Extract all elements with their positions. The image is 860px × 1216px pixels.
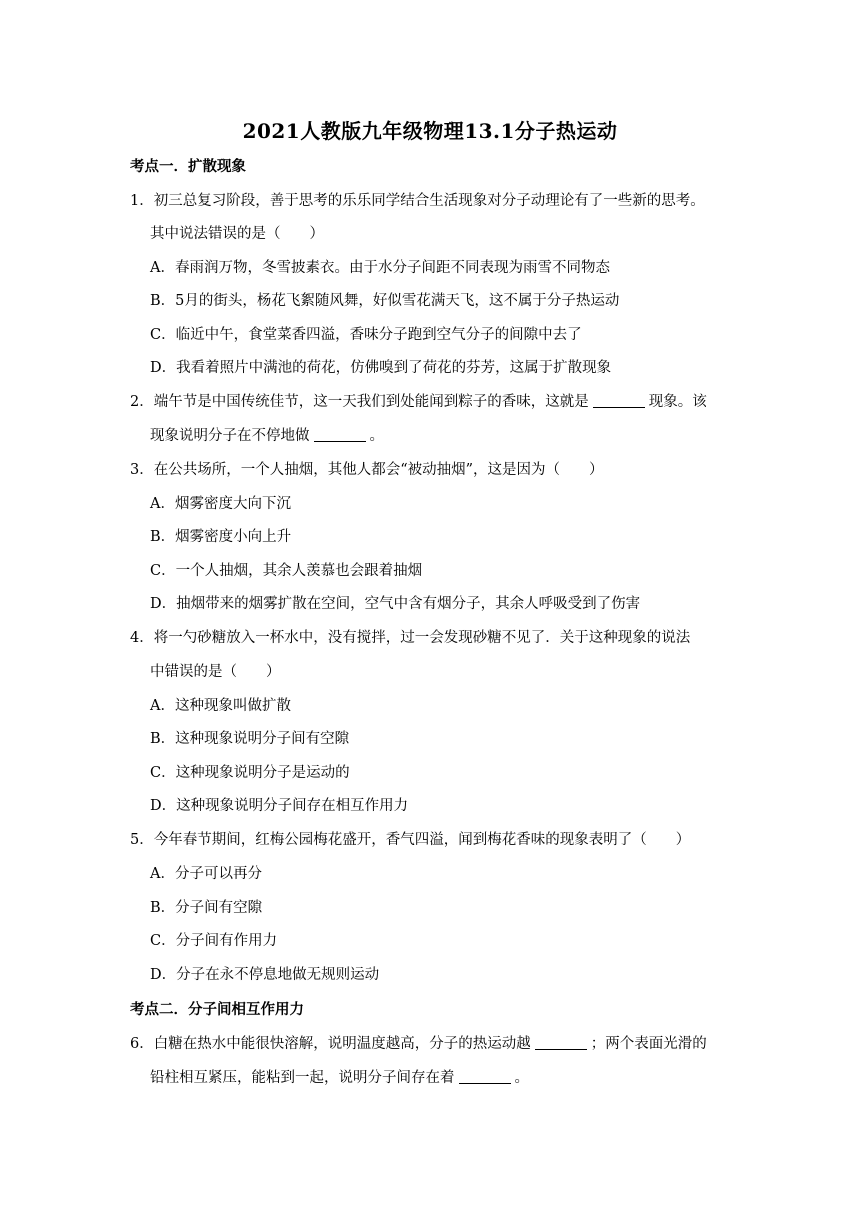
question-4-option-b: B．这种现象说明分子间有空隙 — [150, 731, 350, 747]
question-3-option-a: A．烟雾密度大向下沉 — [150, 496, 291, 512]
question-6-text-b: ；两个表面光滑的 — [590, 1036, 707, 1052]
question-5-option-c: C．分子间有作用力 — [150, 933, 278, 949]
answer-blank[interactable] — [459, 1069, 511, 1084]
question-3-stem: 3．在公共场所，一个人抽烟，其他人都会“被动抽烟”，这是因为（ ） — [130, 462, 604, 478]
question-4-stem: 4．将一勺砂糖放入一杯水中，没有搅拌，过一会发现砂糖不见了．关于这种现象的说法 — [130, 630, 691, 646]
question-4-option-a: A．这种现象叫做扩散 — [150, 698, 291, 714]
page-title: 2021人教版九年级物理13.1分子热运动 — [242, 119, 618, 143]
question-2-text-c: 现象说明分子在不停地做 — [150, 428, 310, 444]
question-2-text-b: 现象。该 — [648, 394, 707, 410]
question-6-text-a: 6．白糖在热水中能很快溶解，说明温度越高，分子的热运动越 — [130, 1036, 531, 1052]
answer-blank[interactable] — [535, 1035, 587, 1050]
section-heading-2: 考点二．分子间相互作用力 — [130, 1001, 304, 1018]
question-2-stem-cont — [150, 426, 384, 446]
question-6-text-c: 铅柱相互紧压，能粘到一起，说明分子间存在着 — [150, 1070, 455, 1086]
question-5-option-d: D．分子在永不停息地做无规则运动 — [150, 967, 380, 983]
section-heading-1: 考点一．扩散现象 — [130, 158, 246, 175]
question-5-option-a: A．分子可以再分 — [150, 866, 262, 882]
answer-blank[interactable] — [593, 393, 645, 408]
answer-blank[interactable] — [314, 427, 366, 442]
question-4-option-c: C．这种现象说明分子是运动的 — [150, 765, 350, 781]
question-4-stem-cont: 中错误的是（ ） — [150, 664, 281, 680]
question-2-text-d: 。 — [369, 428, 384, 444]
question-1-option-d: D．我看着照片中满池的荷花，仿佛嗅到了荷花的芬芳，这属于扩散现象 — [150, 360, 612, 376]
question-1-option-a: A．春雨润万物，冬雪披素衣。由于水分子间距不同表现为雨雪不同物态 — [150, 260, 610, 276]
question-1-option-c: C．临近中午，食堂菜香四溢，香味分子跑到空气分子的间隙中去了 — [150, 327, 582, 343]
question-3-option-b: B．烟雾密度小向上升 — [150, 529, 292, 545]
question-1-option-b: B．5月的街头，杨花飞絮随风舞，好似雪花满天飞，这不属于分子热运动 — [150, 293, 620, 309]
question-3-option-d: D．抽烟带来的烟雾扩散在空间，空气中含有烟分子，其余人呼吸受到了伤害 — [150, 596, 641, 612]
question-6-stem-cont — [150, 1068, 529, 1088]
question-5-option-b: B．分子间有空隙 — [150, 900, 263, 916]
question-4-option-d: D．这种现象说明分子间存在相互作用力 — [150, 798, 409, 814]
question-6-text-d: 。 — [514, 1070, 529, 1086]
question-6-stem — [130, 1034, 707, 1054]
question-2-text-a: 2．端午节是中国传统佳节，这一天我们到处能闻到粽子的香味，这就是 — [130, 394, 589, 410]
question-3-option-c: C．一个人抽烟，其余人羡慕也会跟着抽烟 — [150, 563, 423, 579]
question-2-stem — [130, 392, 707, 412]
question-5-stem: 5．今年春节期间，红梅公园梅花盛开，香气四溢，闻到梅花香味的现象表明了（ ） — [130, 832, 691, 848]
question-1-stem: 1．初三总复习阶段，善于思考的乐乐同学结合生活现象对分子动理论有了一些新的思考。 — [130, 193, 705, 209]
question-1-stem-cont: 其中说法错误的是（ ） — [150, 226, 324, 242]
